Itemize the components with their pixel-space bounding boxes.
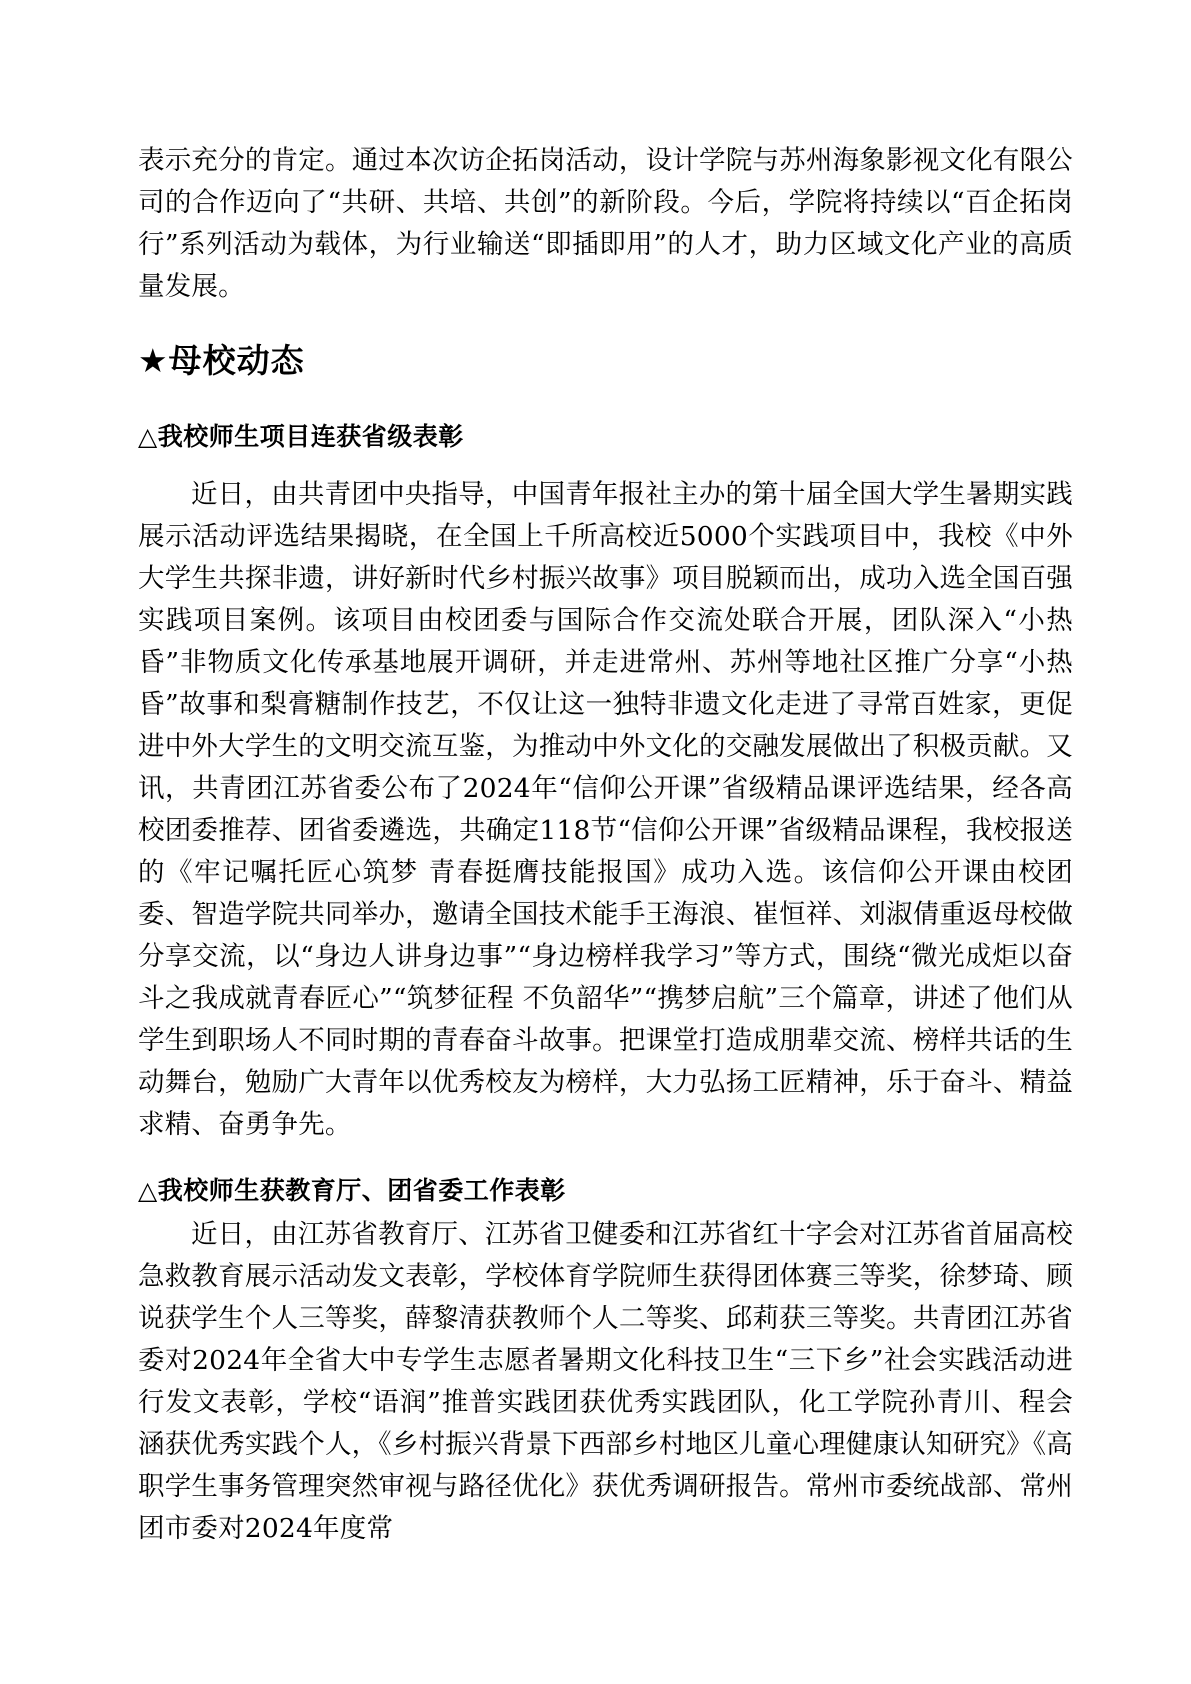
subheading-education-dept-commendation: △我校师生获教育厅、团省委工作表彰 bbox=[138, 1176, 566, 1205]
section-heading-alma-mater-news: ★母校动态 bbox=[138, 341, 305, 380]
document-body bbox=[138, 140, 1073, 1550]
paragraph-section2-body: 近日，由江苏省教育厅、江苏省卫健委和江苏省红十字会对江苏省首届高校急救教育展示活动发文表彰，学校体育学院师生获得团体赛三等奖，徐梦琦、顾说获学生个人三等奖，薛黎清获教师个人二等奖、邱莉获三等奖。共青团江苏省委对2024年全省大中专学生志愿者暑期文化科技卫生“三下乡”社会实践活动进行发文表彰，学校“语润”推普实践团获优秀实践团队，化工学院孙青川、程会涵获优秀实践个人，《乡村振兴背景下西部乡村地区儿童心理健康认知研究》《高职学生事务管理突然审视与路径优化》获优秀调研报告。常州市委统战部、常州团市委对2024年度常 bbox=[138, 1219, 1073, 1544]
subheading-provincial-commendation: △我校师生项目连获省级表彰 bbox=[138, 422, 464, 451]
paragraph-continuation: 表示充分的肯定。通过本次访企拓岗活动，设计学院与苏州海象影视文化有限公司的合作迈向了“共研、共培、共创”的新阶段。今后，学院将持续以“百企拓岗行”系列活动为载体，为行业输送“即插即用”的人才，助力区域文化产业的高质量发展。 bbox=[138, 145, 1073, 302]
paragraph-section1-body: 近日，由共青团中央指导，中国青年报社主办的第十届全国大学生暑期实践展示活动评选结果揭晓，在全国上千所高校近5000个实践项目中，我校《中外大学生共探非遗，讲好新时代乡村振兴故事》项目脱颖而出，成功入选全国百强实践项目案例。该项目由校团委与国际合作交流处联合开展，团队深入“小热昏”非物质文化传承基地展开调研，并走进常州、苏州等地社区推广分享“小热昏”故事和梨膏糖制作技艺，不仅让这一独特非遗文化走进了寻常百姓家，更促进中外大学生的文明交流互鉴，为推动中外文化的交融发展做出了积极贡献。又讯，共青团江苏省委公布了2024年“信仰公开课”省级精品课评选结果，经各高校团委推荐、团省委遴选，共确定118节“信仰公开课”省级精品课程，我校报送的《牢记嘱托匠心筑梦 青春挺膺技能报国》成功入选。该信仰公开课由校团委、智造学院共同举办，邀请全国技术能手王海浪、崔恒祥、刘淑倩重返母校做分享交流，以“身边人讲身边事”“身边榜样我学习”等方式，围绕“微光成炬以奋斗之我成就青春匠心”“筑梦征程 不负韶华”“携梦启航”三个篇章，讲述了他们从学生到职场人不同时期的青春奋斗故事。把课堂打造成朋辈交流、榜样共话的生动舞台，勉励广大青年以优秀校友为榜样，大力弘扬工匠精神，乐于奋斗、精益求精、奋勇争先。 bbox=[138, 479, 1073, 1140]
